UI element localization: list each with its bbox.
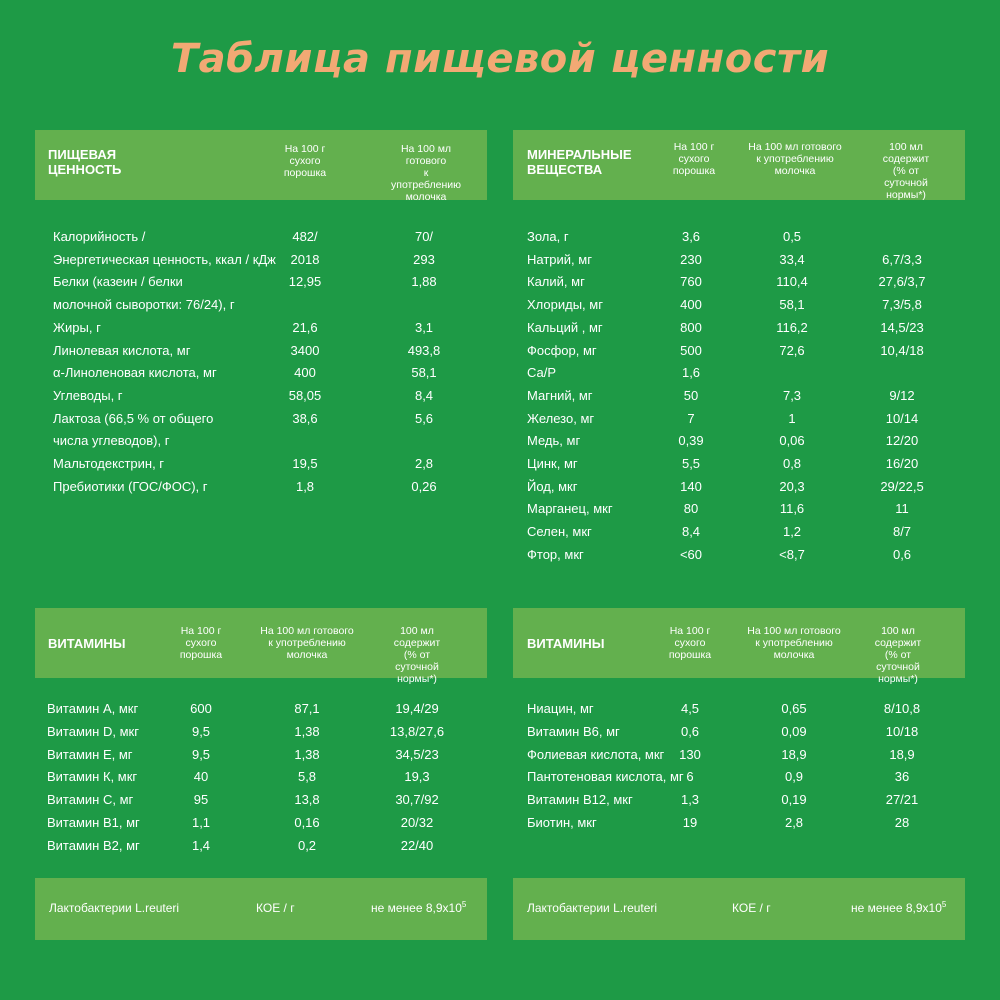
mineral-row-value-3: 29/22,5 xyxy=(880,478,924,494)
vitamin-row xyxy=(47,788,477,811)
nutrition-row-value-1: 12,95 xyxy=(288,274,322,290)
mineral-row-value-3: 11 xyxy=(895,501,909,517)
mineral-row-label: Селен, мкг xyxy=(527,524,592,540)
mineral-row-label: Кальций , мг xyxy=(527,319,603,335)
probiotic-label: Лактобактерии L.reuteri xyxy=(527,901,658,915)
mineral-row-value-3: 10/14 xyxy=(885,410,919,426)
nutrition-col-per100g: На 100 г сухого порошка xyxy=(283,143,327,179)
vitamin-row-value-1: 6 xyxy=(686,769,694,785)
nutrition-row xyxy=(53,293,483,316)
mineral-row-label: Железо, мг xyxy=(527,410,595,426)
probiotic-value-text: не менее 8,9х10 xyxy=(371,901,462,915)
probiotic-value-text: не менее 8,9х10 xyxy=(851,901,942,915)
mineral-row xyxy=(527,407,957,430)
nutrition-row-value-2: 293 xyxy=(413,251,435,267)
mineral-row-label: Калий, мг xyxy=(527,274,585,290)
mineral-row xyxy=(527,475,957,498)
mineral-row-label: Са/Р xyxy=(527,365,557,381)
vitamin-row-value-2: 5,8 xyxy=(297,769,317,785)
vitamin-row xyxy=(47,811,477,834)
mineral-row-value-2: 0,8 xyxy=(782,456,802,471)
mineral-row xyxy=(527,316,957,339)
nutrition-row-label: Белки (казеин / белки xyxy=(53,274,183,290)
mineral-row-label: Фосфор, мг xyxy=(527,342,597,358)
nutrition-row xyxy=(53,361,483,384)
probiotic-value xyxy=(371,901,466,915)
mineral-row-value-3: 7,3/5,8 xyxy=(882,297,922,313)
nutrition-row-label: Лактоза (66,5 % от общего xyxy=(53,410,214,426)
mineral-row-value-1: 400 xyxy=(680,297,702,313)
vitamin-row-label: Витамин В1, мг xyxy=(47,815,140,830)
vitamin-row-value-1: 19 xyxy=(682,815,698,830)
nutrition-row xyxy=(53,384,483,407)
vitamin-row-label: Витамин А, мкг xyxy=(47,701,139,716)
mineral-row-value-1: 760 xyxy=(680,274,702,290)
mineral-row-label: Цинк, мг xyxy=(527,456,578,471)
nutrition-row-value-1: 482/ xyxy=(292,229,318,244)
vitamin-row-value-3: 13,8/27,6 xyxy=(389,723,445,739)
mineral-row-value-3: 0,6 xyxy=(892,546,912,562)
mineral-row-value-2: 58,1 xyxy=(779,297,805,313)
probiotic-exponent: 5 xyxy=(941,900,947,909)
mineral-row-value-2: 116,2 xyxy=(776,319,808,335)
vitamin-row-value-2: 0,2 xyxy=(297,837,317,853)
mineral-row xyxy=(527,520,957,543)
probiotic-unit: КОЕ / г xyxy=(732,901,771,915)
mineral-row-value-2: 110,4 xyxy=(776,274,808,290)
nutrition-row-value-2: 2,8 xyxy=(414,456,434,471)
mineral-row-value-3: 12/20 xyxy=(885,433,919,449)
mineral-row xyxy=(527,361,957,384)
probiotic-exponent: 5 xyxy=(461,900,467,909)
nutrition-row-value-2: 70/ xyxy=(414,229,434,244)
vitamins-right-header-title: ВИТАМИНЫ xyxy=(527,636,605,651)
nutrition-row-value-2: 1,88 xyxy=(411,274,437,290)
mineral-row-value-1: 50 xyxy=(683,387,699,403)
nutrition-row xyxy=(53,316,483,339)
vitamins-left-col-per100g: На 100 г сухого порошка xyxy=(179,625,223,661)
nutrition-row-value-1: 400 xyxy=(294,365,316,381)
vitamin-row-value-3: 19,3 xyxy=(404,769,430,785)
mineral-row-value-2: 33,4 xyxy=(779,251,805,267)
mineral-row xyxy=(527,429,957,452)
vitamins-right-header xyxy=(513,608,965,685)
nutrition-row-label: Мальтодекстрин, г xyxy=(53,456,165,471)
vitamin-row-label: Фолиевая кислота, мкг xyxy=(527,746,665,762)
vitamin-row xyxy=(47,697,477,720)
mineral-row-value-1: 8,4 xyxy=(681,524,701,540)
nutrition-col-per100ml: На 100 мл готового к употреблению молочка xyxy=(391,143,461,203)
mineral-row-value-1: <60 xyxy=(679,546,703,562)
nutrition-row xyxy=(53,270,483,293)
mineral-row-label: Фтор, мкг xyxy=(527,546,584,562)
vitamins-left-header xyxy=(35,608,487,685)
vitamin-row-value-1: 95 xyxy=(193,792,209,808)
vitamin-row-value-3: 28 xyxy=(894,815,910,830)
vitamin-row-value-3: 18,9 xyxy=(889,746,915,762)
vitamin-row xyxy=(527,765,957,788)
vitamins-right-col-daily: 100 мл содержит (% от суточной нормы*) xyxy=(874,625,922,685)
nutrition-row-label: молочной сыворотки: 76/24), г xyxy=(53,297,235,313)
vitamin-row xyxy=(527,811,957,834)
nutrition-header xyxy=(35,130,487,203)
vitamins-right-col-per100g: На 100 г сухого порошка xyxy=(668,625,712,661)
nutrition-row-value-1: 38,6 xyxy=(292,410,318,426)
nutrition-row-value-2: 0,26 xyxy=(411,478,437,494)
vitamin-row-label: Витамин В2, мг xyxy=(47,837,140,853)
mineral-row-value-3: 9/12 xyxy=(889,387,915,403)
vitamin-row xyxy=(527,743,957,766)
vitamin-row-value-1: 600 xyxy=(190,701,212,716)
probiotic-value xyxy=(851,901,946,915)
nutrition-row-value-2: 493,8 xyxy=(407,342,441,358)
mineral-row-label: Натрий, мг xyxy=(527,251,592,267)
mineral-row-value-2: 72,6 xyxy=(779,342,805,358)
vitamin-row-value-1: 130 xyxy=(679,746,701,762)
nutrition-row-value-2: 8,4 xyxy=(414,387,434,403)
vitamin-row-value-2: 18,9 xyxy=(781,746,807,762)
mineral-row-value-3: 10,4/18 xyxy=(880,342,924,358)
mineral-row-value-1: 140 xyxy=(680,478,702,494)
vitamin-row-value-3: 19,4/29 xyxy=(395,701,439,716)
nutrition-row-value-2: 58,1 xyxy=(411,365,437,381)
mineral-row xyxy=(527,543,957,566)
vitamin-row xyxy=(47,834,477,857)
nutrition-row-value-1: 58,05 xyxy=(288,387,322,403)
nutrition-row-value-1: 2018 xyxy=(290,251,320,267)
nutrition-row-label: Пребиотики (ГОС/ФОС), г xyxy=(53,478,208,494)
vitamin-row-label: Витамин В12, мкг xyxy=(527,792,633,808)
mineral-row-value-2: 1,2 xyxy=(782,524,802,540)
nutrition-row-value-1: 19,5 xyxy=(292,456,318,471)
vitamin-row-value-1: 4,5 xyxy=(680,701,700,716)
vitamin-row xyxy=(47,765,477,788)
vitamins-left-col-daily: 100 мл содержит (% от суточной нормы*) xyxy=(393,625,441,685)
vitamin-row xyxy=(527,720,957,743)
mineral-row xyxy=(527,339,957,362)
nutrition-row-value-1: 21,6 xyxy=(292,319,318,335)
minerals-col-daily: 100 мл содержит (% от суточной нормы*) xyxy=(882,141,930,201)
nutrition-row xyxy=(53,452,483,475)
mineral-row-value-1: 80 xyxy=(683,501,699,517)
mineral-row-value-3: 27,6/3,7 xyxy=(878,274,926,290)
vitamin-row-value-1: 9,5 xyxy=(191,723,211,739)
mineral-row-value-3: 8/7 xyxy=(892,524,912,540)
mineral-row xyxy=(527,248,957,271)
vitamin-row-value-3: 22/40 xyxy=(400,837,434,853)
vitamin-row xyxy=(527,697,957,720)
mineral-row-value-2: 0,06 xyxy=(779,433,805,449)
mineral-row xyxy=(527,452,957,475)
vitamins-right-col-per100ml: На 100 мл готового к употреблению молочка xyxy=(747,625,841,661)
mineral-row-value-3: 14,5/23 xyxy=(880,319,924,335)
probiotic-label: Лактобактерии L.reuteri xyxy=(49,901,180,915)
mineral-row xyxy=(527,270,957,293)
nutrition-row-label: Линолевая кислота, мг xyxy=(53,342,191,358)
vitamin-row-label: Витамин С, мг xyxy=(47,792,134,808)
mineral-row-value-1: 3,6 xyxy=(681,229,701,244)
minerals-header-title: МИНЕРАЛЬНЫЕ ВЕЩЕСТВА xyxy=(527,147,632,177)
vitamin-row-label: Биотин, мкг xyxy=(527,815,597,830)
vitamins-left-header-title: ВИТАМИНЫ xyxy=(48,636,126,651)
nutrition-row xyxy=(53,475,483,498)
mineral-row-value-1: 500 xyxy=(680,342,702,358)
minerals-col-per100g: На 100 г сухого порошка xyxy=(672,141,716,177)
vitamin-row-value-3: 30,7/92 xyxy=(395,792,439,808)
vitamin-row-value-2: 0,65 xyxy=(781,701,807,716)
vitamin-row-label: Витамин D, мкг xyxy=(47,723,139,739)
nutrition-row-label: числа углеводов), г xyxy=(53,433,170,449)
vitamin-row-value-2: 2,8 xyxy=(784,815,804,830)
vitamin-row-value-2: 87,1 xyxy=(294,701,320,716)
mineral-row-value-3: 16/20 xyxy=(885,456,919,471)
nutrition-row-value-2: 3,1 xyxy=(414,319,434,335)
mineral-row-value-2: 7,3 xyxy=(782,387,802,403)
mineral-row xyxy=(527,497,957,520)
vitamin-row xyxy=(47,720,477,743)
mineral-row-value-3: 6,7/3,3 xyxy=(882,251,922,267)
vitamins-left-col-per100ml: На 100 мл готового к употреблению молочка xyxy=(260,625,354,661)
vitamin-row-value-2: 0,09 xyxy=(781,723,807,739)
mineral-row-label: Марганец, мкг xyxy=(527,501,613,517)
vitamin-row-value-2: 0,9 xyxy=(784,769,804,785)
vitamin-row-value-3: 20/32 xyxy=(400,815,434,830)
nutrition-row xyxy=(53,429,483,452)
vitamin-row-value-3: 8/10,8 xyxy=(883,701,921,716)
vitamin-row-value-2: 1,38 xyxy=(294,746,320,762)
mineral-row-value-2: 11,6 xyxy=(779,501,805,517)
probiotic-footer-left xyxy=(35,878,487,940)
nutrition-header-title: ПИЩЕВАЯ ЦЕННОСТЬ xyxy=(48,147,122,177)
mineral-row-label: Йод, мкг xyxy=(527,478,578,494)
vitamin-row-value-3: 36 xyxy=(894,769,910,785)
minerals-col-per100ml: На 100 мл готового к употреблению молочка xyxy=(748,141,842,177)
vitamin-row-value-3: 10/18 xyxy=(885,723,919,739)
vitamin-row-value-1: 40 xyxy=(193,769,209,785)
vitamin-row-value-2: 0,16 xyxy=(294,815,320,830)
mineral-row-label: Зола, г xyxy=(527,229,569,244)
vitamin-row-label: Витамин В6, мг xyxy=(527,723,620,739)
nutrition-row-label: Углеводы, г xyxy=(53,387,123,403)
mineral-row-value-1: 7 xyxy=(687,410,695,426)
mineral-row xyxy=(527,293,957,316)
mineral-row-value-2: 1 xyxy=(788,410,796,426)
vitamin-row-value-3: 27/21 xyxy=(885,792,919,808)
nutrition-row-value-1: 1,8 xyxy=(295,478,315,494)
vitamin-row-value-1: 1,4 xyxy=(191,837,211,853)
vitamin-row-label: Ниацин, мг xyxy=(527,701,594,716)
vitamin-row xyxy=(47,743,477,766)
nutrition-row-label: α-Линоленовая кислота, мг xyxy=(53,365,217,381)
nutrition-row xyxy=(53,248,483,271)
nutrition-row-label: Энергетическая ценность, ккал / кДж xyxy=(53,251,276,267)
mineral-row-label: Медь, мг xyxy=(527,433,581,449)
vitamin-row-value-1: 1,1 xyxy=(191,815,211,830)
mineral-row xyxy=(527,384,957,407)
minerals-header xyxy=(513,130,965,200)
mineral-row-value-1: 230 xyxy=(680,251,702,267)
probiotic-unit: КОЕ / г xyxy=(256,901,295,915)
vitamin-row-label: Витамин К, мкг xyxy=(47,769,138,785)
vitamin-row-value-2: 1,38 xyxy=(294,723,320,739)
mineral-row-value-2: 20,3 xyxy=(779,478,805,494)
mineral-row-value-1: 800 xyxy=(680,319,702,335)
mineral-row-label: Хлориды, мг xyxy=(527,297,603,313)
mineral-row-value-1: 0,39 xyxy=(678,433,704,449)
nutrition-row-label: Жиры, г xyxy=(53,319,101,335)
vitamin-row xyxy=(527,788,957,811)
nutrition-row xyxy=(53,339,483,362)
vitamin-row-value-2: 13,8 xyxy=(294,792,320,808)
mineral-row-value-2: 0,5 xyxy=(782,229,802,244)
vitamin-row-label: Витамин Е, мг xyxy=(47,746,133,762)
nutrition-row-label: Калорийность / xyxy=(53,229,146,244)
nutrition-row xyxy=(53,225,483,248)
mineral-row-value-1: 1,6 xyxy=(681,365,701,381)
vitamin-row-value-2: 0,19 xyxy=(781,792,807,808)
vitamin-row-value-1: 9,5 xyxy=(191,746,211,762)
mineral-row-value-2: <8,7 xyxy=(779,546,805,562)
vitamin-row-label: Пантотеновая кислота, мг xyxy=(527,769,684,785)
mineral-row-label: Магний, мг xyxy=(527,387,593,403)
probiotic-footer-right xyxy=(513,878,965,940)
nutrition-row-value-2: 5,6 xyxy=(414,410,434,426)
nutrition-row xyxy=(53,407,483,430)
vitamin-row-value-3: 34,5/23 xyxy=(395,746,439,762)
vitamin-row-value-1: 1,3 xyxy=(680,792,700,808)
mineral-row xyxy=(527,225,957,248)
mineral-row-value-1: 5,5 xyxy=(681,456,701,471)
page-title: Таблица пищевой ценности xyxy=(170,36,830,82)
vitamin-row-value-1: 0,6 xyxy=(680,723,700,739)
nutrition-row-value-1: 3400 xyxy=(290,342,320,358)
